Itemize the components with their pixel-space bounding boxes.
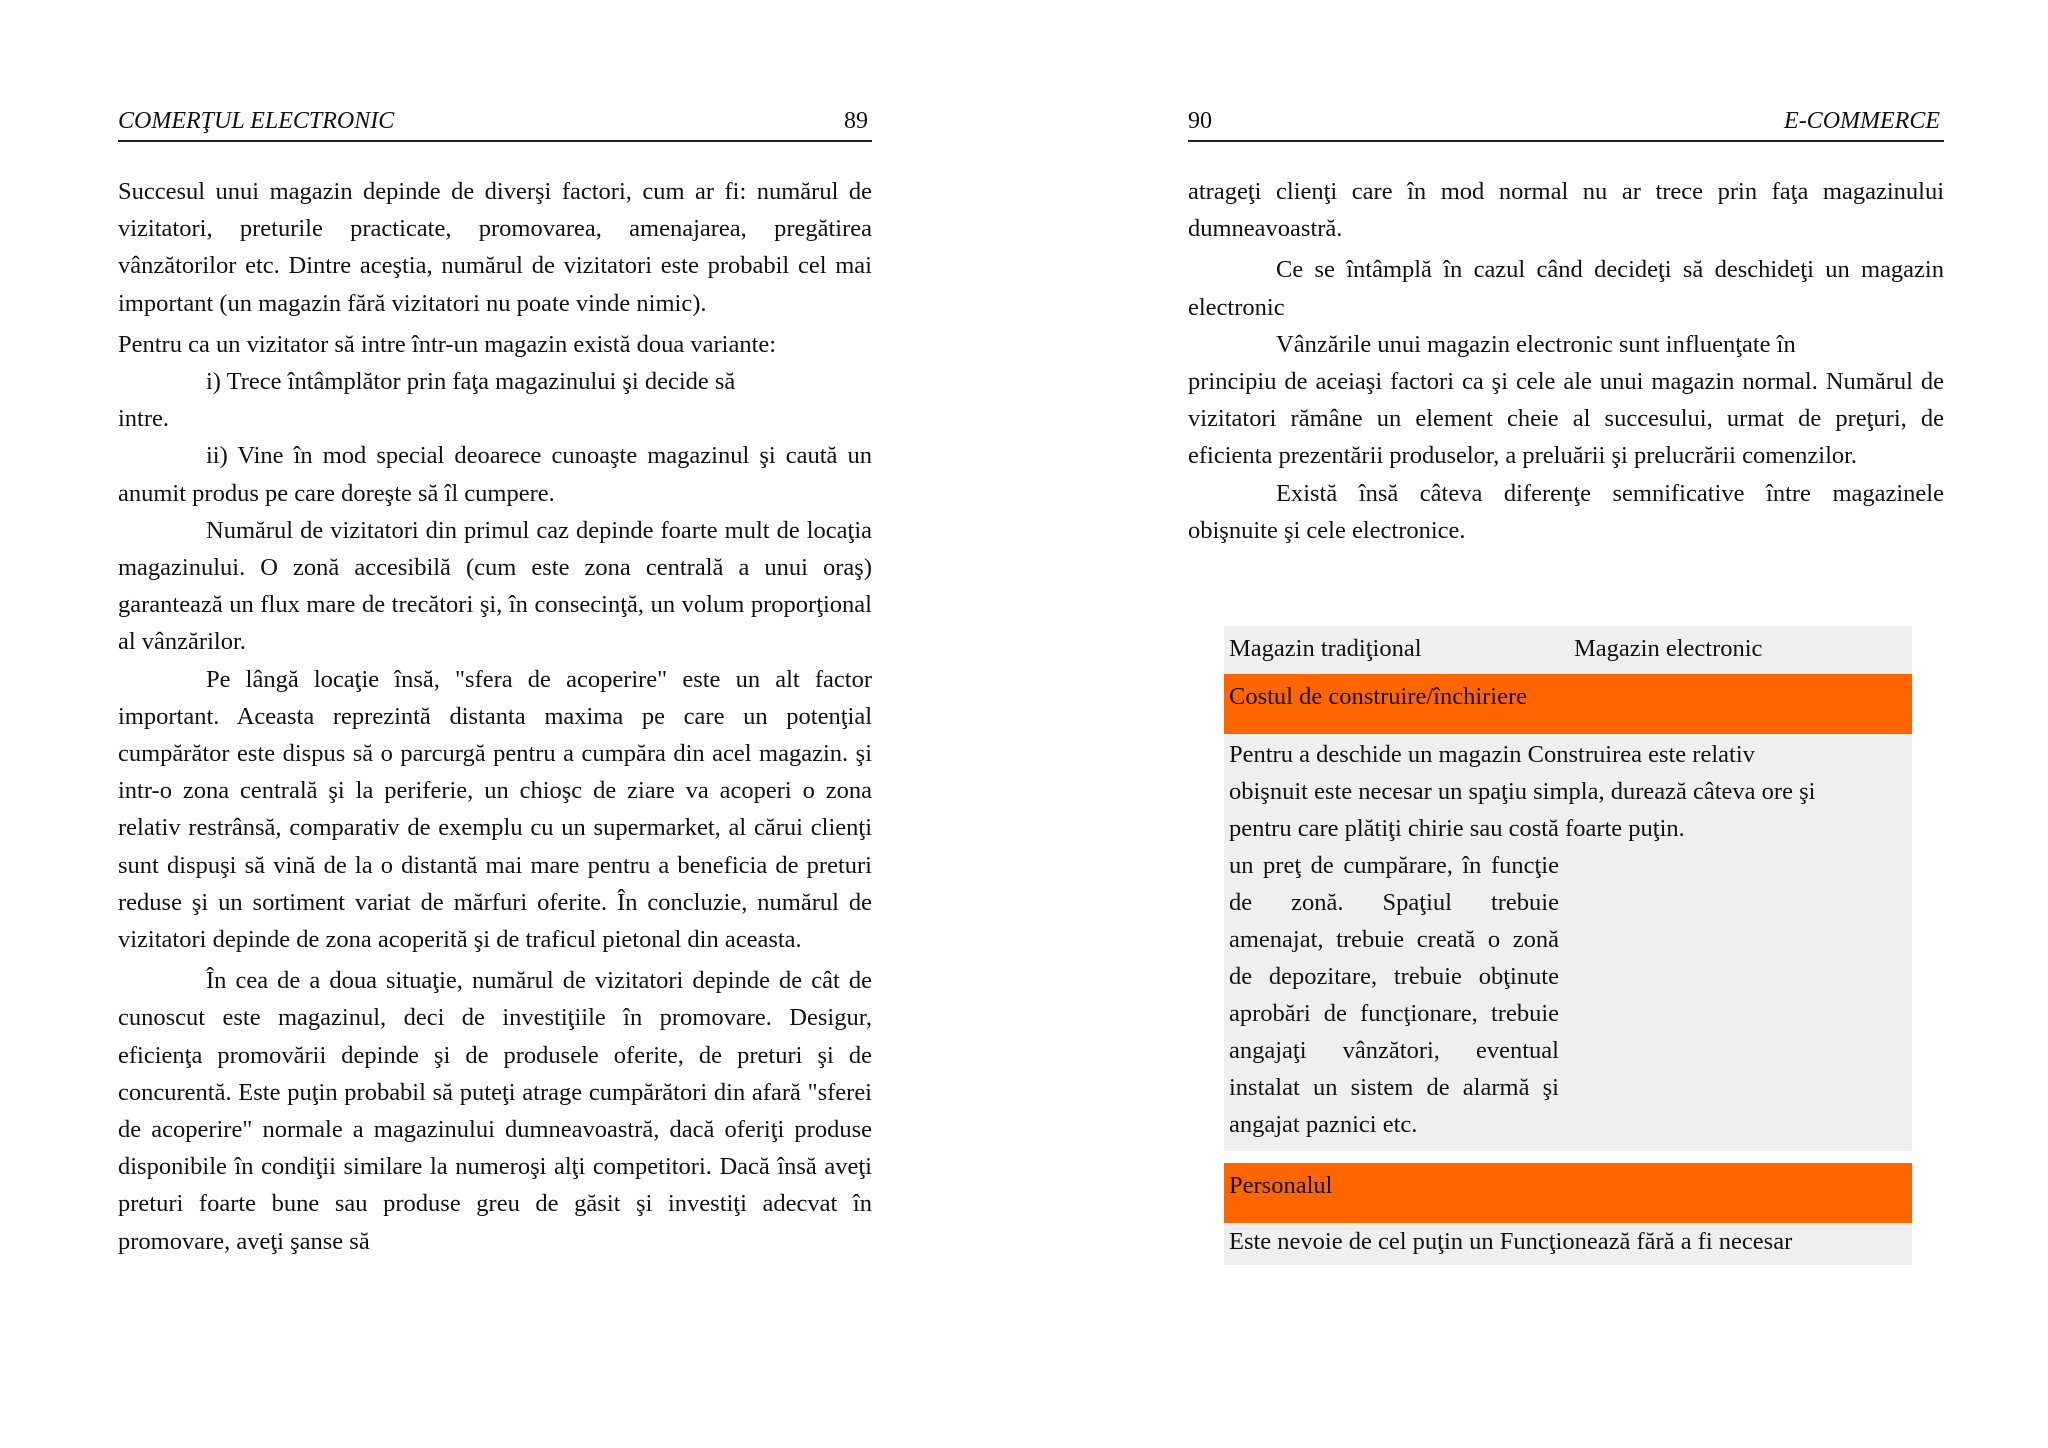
- left-page: [118, 0, 872, 1448]
- comparison-table: [1224, 626, 1912, 1265]
- right-page: [1188, 0, 1944, 1448]
- paragraph: Numărul de vizitatori din primul caz depinde foarte mult de locaţia magazinului. O zonă accesibilă (cum este zona centrală a unui oraş) garantează un flux mare de trecători şi, în consecinţă, un volum proporţional al vânzărilor.: [118, 516, 872, 656]
- table-line: Este nevoie de cel puţin un Funcţionează fără a fi necesar: [1224, 1223, 1912, 1265]
- right-page-header: [1188, 108, 1944, 142]
- section-header: Costul de construire/închiriere: [1224, 674, 1912, 734]
- left-page-header: [118, 108, 872, 142]
- paragraph: atrageţi clienţi care în mod normal nu ar trece prin faţa magazinului dumneavoastră.: [1188, 178, 1944, 243]
- column-header: Magazin electronic: [1574, 635, 1763, 662]
- page-number: 90: [1188, 108, 1212, 134]
- table-line: obişnuit este necesar un spaţiu simpla, durează câteva ore şi: [1229, 778, 1816, 805]
- paragraph: Pe lângă locaţie însă, "sfera de acoperire" este un alt factor important. Aceasta reprezintă distanta maxima pe care un potenţial cumpărător este dispus să o parcurgă pentru a cumpăra din acel magazin. şi intr-o zona centrală şi la periferie, un chioşc de ziare va acoperi o zona relativ restrânsă, comparativ de exemplu cu un supermarket, al cărui clienţi sunt dispuşi să vină de la o distantă mai mare pentru a beneficia de preturi reduse şi un sortiment variat de mărfuri oferite. În concluzie, numărul de vizitatori depinde de zona acoperită şi de traficul pietonal din aceasta.: [118, 665, 872, 954]
- running-title: E-COMMERCE: [1784, 108, 1940, 134]
- paragraph: principiu de aceiaşi factori ca şi cele ale unui magazin normal. Numărul de vizitatori rămâne un element cheie al succesului, urmat de preţuri, de eficienta prezentării produselor, a preluării şi prelucrării comenzilor.: [1188, 368, 1944, 470]
- table-line: Pentru a deschide un magazin Construirea este relativ: [1229, 741, 1755, 768]
- paragraph: Succesul unui magazin depinde de diverşi factori, cum ar fi: numărul de vizitatori, preturile practicate, promovarea, amenajarea, pregătirea vânzătorilor etc. Dintre aceştia, numărul de vizitatori este probabil cel mai important (un magazin fără vizitatori nu poate vinde nimic).: [118, 178, 872, 317]
- list-item: i) Trece întâmplător prin faţa magazinului şi decide să: [206, 368, 736, 396]
- paragraph: Există însă câteva diferenţe semnificative între magazinele obişnuite şi cele electronice.: [1188, 479, 1944, 544]
- paragraph: Ce se întâmplă în cazul când decideţi să deschideţi un magazin electronic: [1188, 256, 1944, 321]
- list-item-continuation: intre.: [118, 405, 170, 433]
- table-cell-traditional: [1229, 847, 1559, 1143]
- page-number: 89: [844, 108, 868, 134]
- paragraph: Pentru ca un vizitator să intre într-un magazin există doua variante:: [118, 330, 777, 358]
- paragraph: Vânzările unui magazin electronic sunt influenţate în: [1276, 330, 1796, 358]
- table-header-row: [1224, 626, 1912, 674]
- right-page-body: [1188, 173, 1944, 549]
- section-header: Personalul: [1224, 1163, 1912, 1223]
- paragraph: În cea de a doua situaţie, numărul de vizitatori depinde de cât de cunoscut este magazinul, deci de investiţiile în promovare. Desigur, eficienţa promovării depinde şi de produsele oferite, de preturi şi de concurentă. Este puţin probabil să puteţi atrage cumpărători din afară "sferei de acoperire" normale a magazinului dumneavoastră, dacă oferiţi produse disponibile în condiţii similare la numeroşi alţi competitori. Dacă însă aveţi preturi foarte bune sau produse greu de găsit şi investiţi adecvat în promovare, aveţi şanse să: [118, 967, 872, 1255]
- column-header: Magazin tradiţional: [1229, 635, 1422, 662]
- running-title: COMERŢUL ELECTRONIC: [118, 108, 395, 134]
- left-page-body: [118, 173, 872, 1260]
- list-item: ii) Vine în mod special deoarece cunoaşte magazinul şi caută un anumit produs pe care doreşte să îl cumpere.: [118, 442, 872, 507]
- table-cell-text: un preţ de cumpărare, în funcţie de zonă. Spaţiul trebuie amenajat, trebuie creată o zonă de depozitare, trebuie obţinute aprobări de funcţionare, trebuie angajaţi vânzători, eventual instalat un sistem de alarmă şi angajat paznici etc.: [1229, 852, 1559, 1138]
- table-line: pentru care plătiţi chirie sau costă foarte puţin.: [1229, 815, 1685, 842]
- table-cell-group: [1224, 734, 1912, 1151]
